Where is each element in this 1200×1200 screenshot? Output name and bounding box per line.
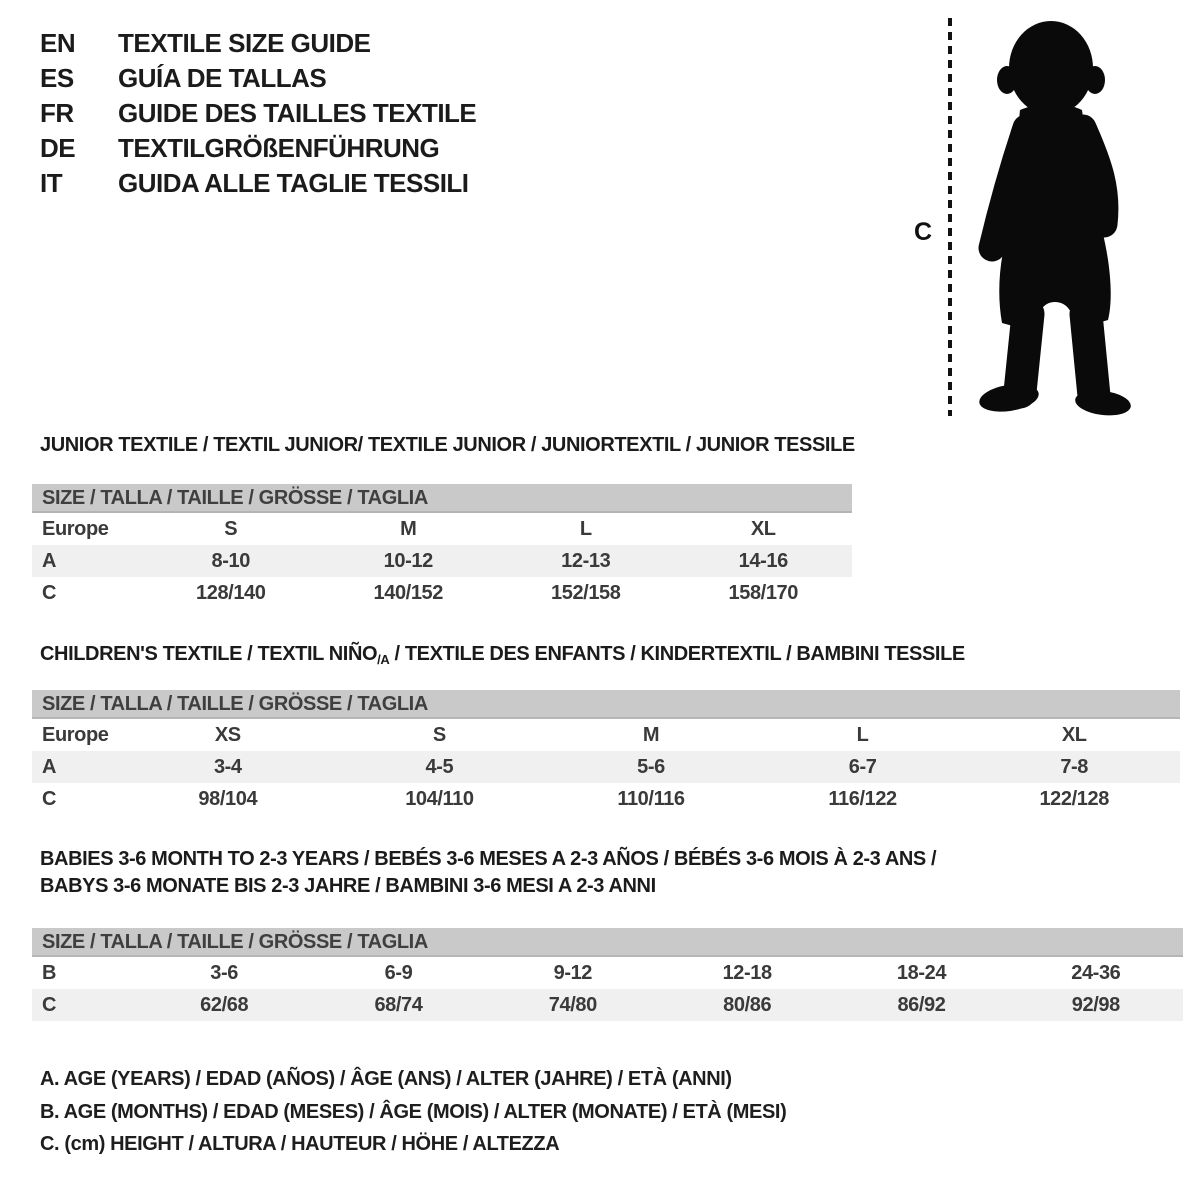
toddler-silhouette-image [962, 14, 1142, 418]
height-cell: 68/74 [374, 994, 423, 1016]
age-cell: 14-16 [738, 550, 788, 572]
table-row-age-years [32, 545, 852, 577]
table-row-europe [32, 513, 852, 545]
size-cell: L [579, 518, 592, 540]
size-cell: M [642, 724, 660, 746]
row-label: A [42, 756, 57, 778]
babies-title-line1: BABIES 3-6 MONTH TO 2-3 YEARS / BEBÉS 3-6 MESES A 2-3 AÑOS / BÉBÉS 3-6 MOIS À 2-3 ANS / [40, 848, 937, 870]
language-code: FR [40, 98, 74, 128]
age-cell: 3-4 [213, 756, 242, 778]
height-measure-dashed-line [948, 18, 952, 416]
row-label: C [42, 994, 57, 1016]
language-title: TEXTILE SIZE GUIDE [118, 28, 371, 58]
age-cell: 24-36 [1071, 962, 1121, 984]
legend-height-cm: C. (cm) HEIGHT / ALTURA / HAUTEUR / HÖHE / ALTEZZA [40, 1133, 560, 1155]
language-row-fr [40, 96, 476, 131]
height-cell: 86/92 [897, 994, 946, 1016]
row-label: A [42, 550, 57, 572]
height-cell: 104/110 [405, 788, 474, 810]
size-cell: XL [750, 518, 776, 540]
age-cell: 12-18 [722, 962, 772, 984]
age-cell: 10-12 [383, 550, 433, 572]
language-title: GUÍA DE TALLAS [118, 63, 327, 93]
language-title-list [40, 26, 476, 201]
height-cell: 80/86 [723, 994, 772, 1016]
babies-size-table [32, 928, 1183, 1021]
children-title-subscript: /A [377, 652, 390, 667]
height-measure-label: C [914, 218, 933, 246]
age-cell: 8-10 [211, 550, 250, 572]
babies-title-line2: BABYS 3-6 MONATE BIS 2-3 JAHRE / BAMBINI 3-6 MESI A 2-3 ANNI [40, 875, 656, 897]
age-cell: 3-6 [210, 962, 239, 984]
age-cell: 18-24 [896, 962, 947, 984]
age-cell: 12-13 [561, 550, 611, 572]
language-code: EN [40, 28, 76, 58]
row-label: C [42, 582, 57, 604]
row-label: Europe [42, 724, 109, 746]
language-row-es [40, 61, 476, 96]
table-row-age-years [32, 751, 1180, 783]
children-section-title [40, 643, 965, 667]
size-cell: M [400, 518, 417, 540]
language-title: GUIDA ALLE TAGLIE TESSILI [118, 168, 469, 198]
height-cell: 122/128 [1039, 788, 1109, 810]
size-band-header: SIZE / TALLA / TAILLE / GRÖSSE / TAGLIA [32, 928, 1183, 957]
children-size-table [32, 690, 1180, 815]
language-row-de [40, 131, 476, 166]
height-cell: 140/152 [373, 582, 443, 604]
age-cell: 9-12 [553, 962, 593, 984]
table-row-age-months [32, 957, 1183, 989]
language-title: GUIDE DES TAILLES TEXTILE [118, 98, 477, 128]
age-cell: 4-5 [425, 756, 454, 778]
height-cell: 158/170 [728, 582, 798, 604]
row-label: C [42, 788, 57, 810]
language-title: TEXTILGRÖßENFÜHRUNG [118, 133, 440, 163]
table-row-height-cm [32, 577, 852, 609]
table-row-europe [32, 719, 1180, 751]
language-row-en [40, 26, 476, 61]
language-row-it [40, 166, 476, 201]
legend-age-years: A. AGE (YEARS) / EDAD (AÑOS) / ÂGE (ANS) / ALTER (JAHRE) / ETÀ (ANNI) [40, 1068, 732, 1090]
language-code: IT [40, 168, 63, 198]
size-cell: S [224, 518, 238, 540]
babies-section-title [40, 846, 936, 900]
height-cell: 128/140 [196, 582, 266, 604]
legend-age-months: B. AGE (MONTHS) / EDAD (MESES) / ÂGE (MOIS) / ALTER (MONATE) / ETÀ (MESI) [40, 1100, 787, 1123]
size-cell: L [856, 724, 869, 746]
language-code: DE [40, 133, 76, 163]
junior-section-title: JUNIOR TEXTILE / TEXTIL JUNIOR/ TEXTILE JUNIOR / JUNIORTEXTIL / JUNIOR TESSILE [40, 434, 855, 456]
size-cell: XS [214, 724, 241, 746]
age-cell: 6-9 [384, 962, 413, 984]
language-code: ES [40, 63, 74, 93]
size-band-header: SIZE / TALLA / TAILLE / GRÖSSE / TAGLIA [32, 484, 852, 513]
height-cell: 92/98 [1071, 994, 1120, 1016]
junior-size-table [32, 484, 852, 609]
age-cell: 7-8 [1060, 756, 1089, 778]
row-label: Europe [42, 518, 109, 540]
row-label: B [42, 962, 57, 984]
height-cell: 152/158 [551, 582, 621, 604]
legend-block [40, 1063, 786, 1161]
children-title-suffix: / TEXTILE DES ENFANTS / KINDERTEXTIL / BAMBINI TESSILE [389, 643, 965, 665]
height-cell: 110/116 [617, 788, 685, 810]
table-row-height-cm [32, 783, 1180, 815]
height-cell: 74/80 [548, 994, 597, 1016]
children-title-prefix: CHILDREN'S TEXTILE / TEXTIL NIÑO [40, 643, 378, 665]
age-cell: 5-6 [637, 756, 665, 778]
size-cell: S [432, 724, 446, 746]
height-cell: 62/68 [200, 994, 249, 1016]
size-band-header: SIZE / TALLA / TAILLE / GRÖSSE / TAGLIA [32, 690, 1180, 719]
table-row-height-cm [32, 989, 1183, 1021]
age-cell: 6-7 [848, 756, 877, 778]
size-cell: XL [1061, 724, 1087, 746]
height-cell: 116/122 [828, 788, 897, 810]
height-cell: 98/104 [198, 788, 258, 810]
